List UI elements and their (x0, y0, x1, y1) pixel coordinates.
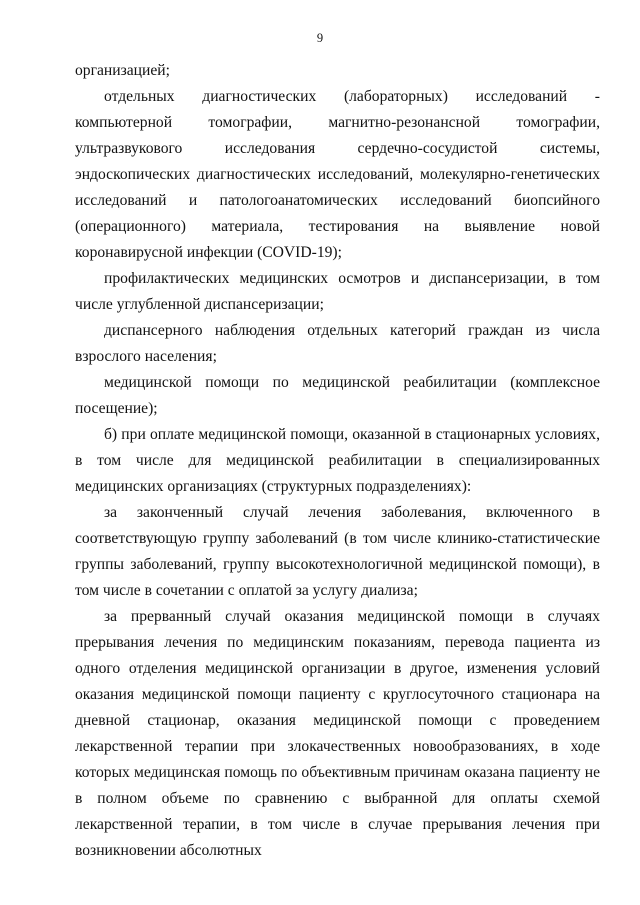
paragraph-rehabilitation: медицинской помощи по медицинской реабилитации (комплексное посещение); (75, 374, 600, 417)
paragraph-preventive-exams: профилактических медицинских осмотров и диспансеризации, в том числе углубленной диспансеризации; (75, 270, 600, 313)
document-body (75, 58, 600, 864)
paragraph-diagnostic-tests: отдельных диагностических (лабораторных) исследований - компьютерной томографии, магнитно-резонансной томографии, ультразвукового исследования сердечно-сосудистой системы, эндоскопических диагностических исследований, молекулярно-генетических исследований и патологоанатомических исследований биопсийного (операционного) материала, тестирования на выявление новой коронавирусной инфекции (COVID-19); (75, 88, 600, 261)
paragraph-interrupted-case: за прерванный случай оказания медицинской помощи в случаях прерывания лечения по медицинским показаниям, перевода пациента из одного отделения медицинской организации в другое, изменения условий оказания медицинской помощи пациенту с круглосуточного стационара на дневной стационар, оказания медицинской помощи с проведением лекарственной терапии при злокачественных новообразованиях, в ходе которых медицинская помощь по объективным причинам оказана пациенту не в полном объеме по сравнению с выбранной для оплаты схемой лекарственной терапии, в том числе в случае прерывания лечения при возникновении абсолютных (75, 608, 600, 859)
paragraph-dispensary-observation: диспансерного наблюдения отдельных категорий граждан из числа взрослого населения; (75, 322, 600, 365)
page-number: 9 (316, 31, 324, 45)
paragraph-continuation: организацией; (75, 62, 170, 79)
paragraph-inpatient-payment: б) при оплате медицинской помощи, оказанной в стационарных условиях, в том числе для медицинской реабилитации в специализированных медицинских организациях (структурных подразделениях): (75, 426, 600, 495)
paragraph-completed-case: за законченный случай лечения заболевания, включенного в соответствующую группу заболеваний (в том числе клинико-статистические группы заболеваний, группу высокотехнологичной медицинской помощи), в том числе в сочетании с оплатой за услугу диализа; (75, 504, 600, 599)
